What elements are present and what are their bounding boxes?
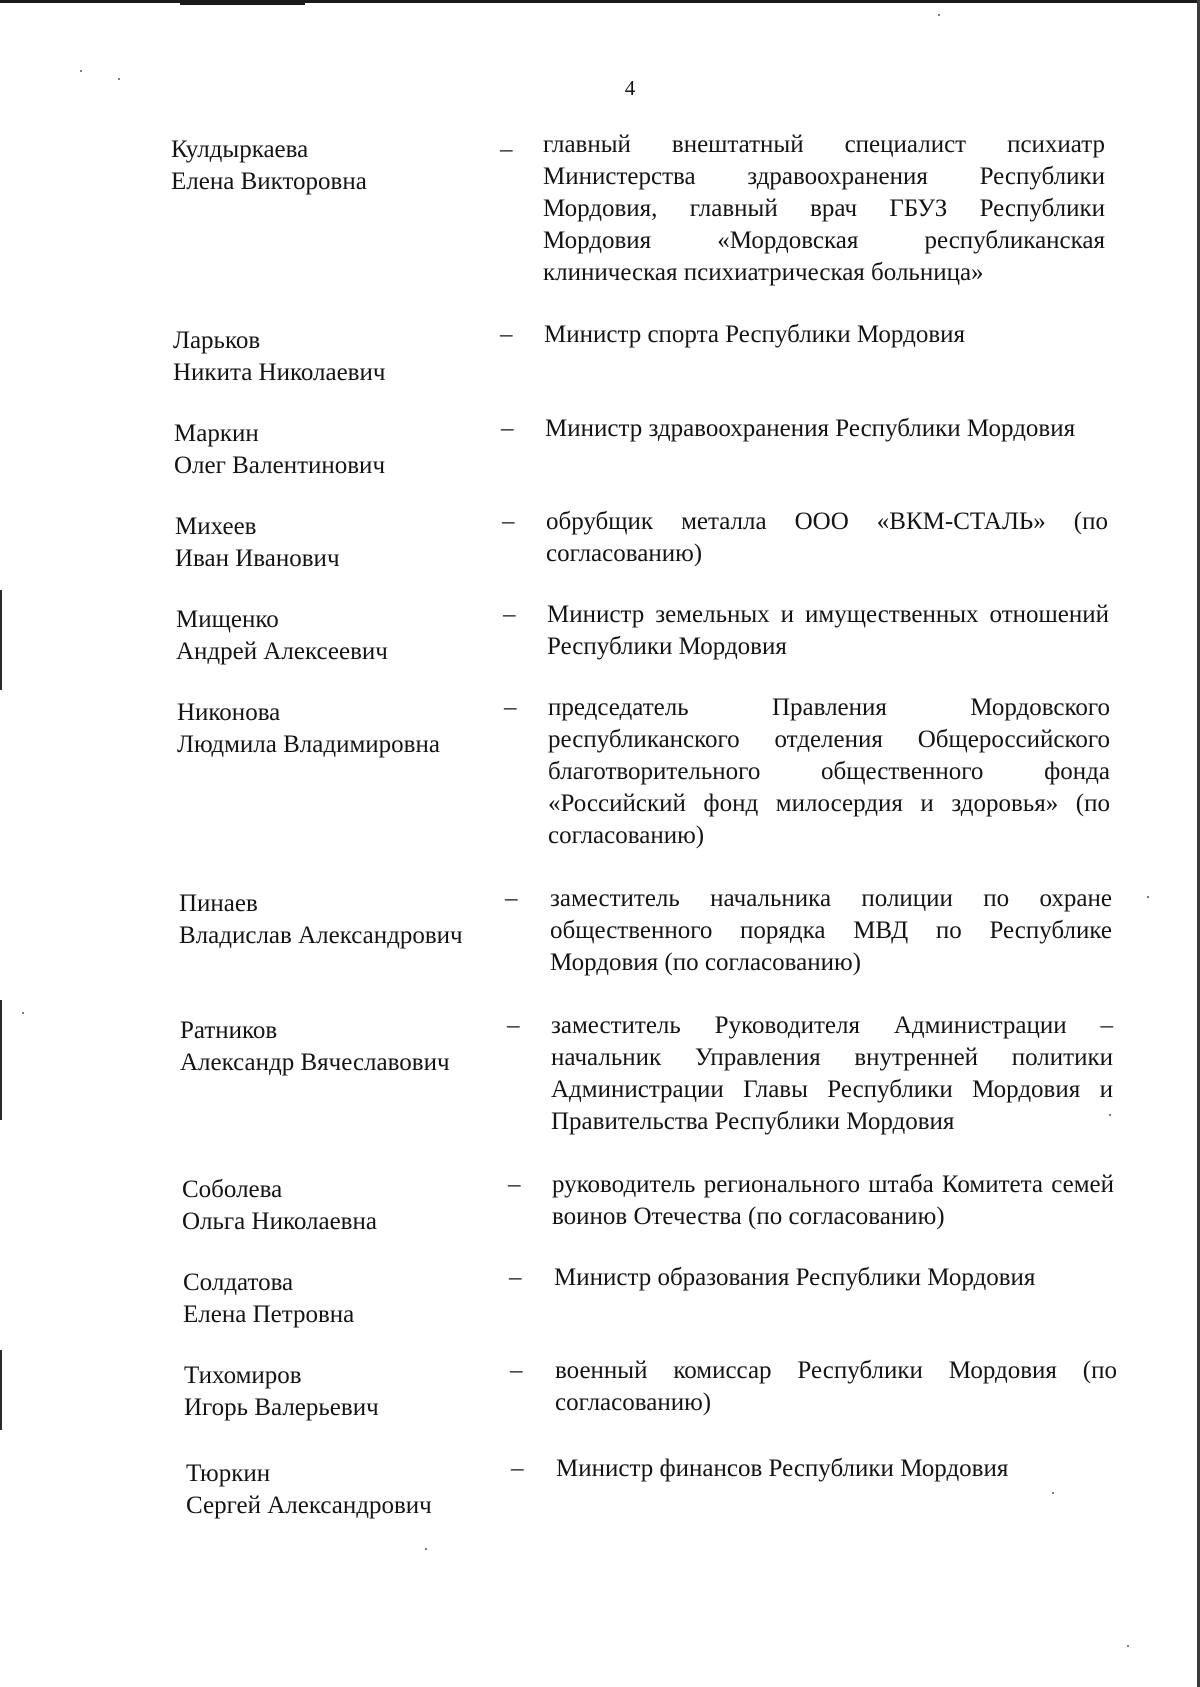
member-given-names: Иван Иванович xyxy=(175,545,340,572)
member-role: Министр финансов Республики Мордовия xyxy=(556,1455,1009,1482)
member-given-names: Андрей Алексеевич xyxy=(176,638,388,665)
scan-speck xyxy=(1147,896,1149,898)
member-name xyxy=(180,1015,510,1079)
dash-separator: – xyxy=(501,415,514,442)
member-name xyxy=(179,888,509,952)
member-role: Министр здравоохранения Республики Мордовия xyxy=(545,415,1076,442)
dash-separator: – xyxy=(500,136,513,163)
member-surname: Тюркин xyxy=(186,1460,271,1487)
scan-speck xyxy=(425,1548,427,1550)
member-surname: Мищенко xyxy=(176,606,279,633)
dash-separator: – xyxy=(511,1455,524,1482)
member-role: заместитель начальника полиции по охране общественного порядка МВД по Республике Мордовия (по согласованию) xyxy=(550,885,1112,976)
scan-top-edge-mark xyxy=(180,0,305,5)
member-surname: Пинаев xyxy=(179,890,258,917)
member-role: военный комиссар Республики Мордовия (по согласованию) xyxy=(555,1357,1117,1416)
member-surname: Ратников xyxy=(180,1017,278,1044)
member-given-names: Людмила Владимировна xyxy=(177,731,440,758)
member-name xyxy=(174,418,504,482)
member-surname: Ларьков xyxy=(173,327,261,354)
dash-separator: – xyxy=(507,1012,520,1039)
scan-speck xyxy=(938,14,940,16)
member-given-names: Владислав Александрович xyxy=(179,922,463,949)
member-name xyxy=(176,604,506,668)
member-surname: Тихомиров xyxy=(184,1362,302,1389)
scan-left-edge xyxy=(0,1350,2,1430)
dash-separator: – xyxy=(502,508,515,535)
member-given-names: Игорь Валерьевич xyxy=(184,1394,379,1421)
dash-separator: – xyxy=(509,1264,522,1291)
member-role: руководитель регионального штаба Комитета семей воинов Отечества (по согласованию) xyxy=(552,1171,1114,1230)
member-surname: Соболева xyxy=(182,1176,283,1203)
scan-speck xyxy=(1052,1492,1054,1494)
member-name xyxy=(182,1174,512,1238)
scan-speck xyxy=(1127,1645,1129,1647)
member-surname: Маркин xyxy=(174,420,259,447)
member-surname: Кулдыркаева xyxy=(171,136,309,163)
member-role: заместитель Руководителя Администрации – начальник Управления внутренней политики Администрации Главы Республики Мордовия и Правительства Республики Мордовия xyxy=(551,1012,1113,1135)
member-name xyxy=(173,325,503,389)
member-role: главный внештатный специалист психиатр Министерства здравоохранения Республики Мордовия, главный врач ГБУЗ Республики Мордовия «Мордовская республиканская клиническая психиатрическая больница» xyxy=(543,131,1105,286)
member-surname: Михеев xyxy=(175,513,257,540)
dash-separator: – xyxy=(508,1171,521,1198)
member-given-names: Никита Николаевич xyxy=(173,359,386,386)
member-name xyxy=(186,1458,516,1522)
dash-separator: – xyxy=(510,1357,523,1384)
member-given-names: Елена Викторовна xyxy=(171,168,367,195)
scan-left-edge xyxy=(0,590,2,690)
member-role: председатель Правления Мордовского республиканского отделения Общероссийского благотворительного общественного фонда «Российский фонд милосердия и здоровья» (по согласованию) xyxy=(548,694,1110,849)
dash-separator: – xyxy=(504,694,517,721)
scan-speck xyxy=(80,70,82,72)
member-name xyxy=(175,511,505,575)
member-given-names: Елена Петровна xyxy=(183,1301,355,1328)
member-role: Министр земельных и имущественных отношений Республики Мордовия xyxy=(547,601,1109,660)
member-given-names: Александр Вячеславович xyxy=(180,1049,450,1076)
dash-separator: – xyxy=(505,885,518,912)
dash-separator: – xyxy=(503,601,516,628)
member-role: Министр образования Республики Мордовия xyxy=(554,1264,1036,1291)
member-name xyxy=(171,134,501,198)
scan-left-edge xyxy=(0,1000,2,1120)
member-given-names: Олег Валентинович xyxy=(174,452,386,479)
scan-speck xyxy=(22,1012,24,1014)
page-number: 4 xyxy=(624,76,636,100)
member-surname: Солдатова xyxy=(183,1269,294,1296)
dash-separator: – xyxy=(500,321,513,348)
member-surname: Никонова xyxy=(177,699,281,726)
member-role: обрубщик металла ООО «ВКМ-СТАЛЬ» (по согласованию) xyxy=(546,508,1108,567)
member-given-names: Сергей Александрович xyxy=(186,1492,432,1519)
member-role: Министр спорта Республики Мордовия xyxy=(544,321,966,348)
member-name xyxy=(183,1267,513,1331)
member-given-names: Ольга Николаевна xyxy=(182,1208,377,1235)
member-name xyxy=(184,1360,514,1424)
member-name xyxy=(177,697,507,761)
